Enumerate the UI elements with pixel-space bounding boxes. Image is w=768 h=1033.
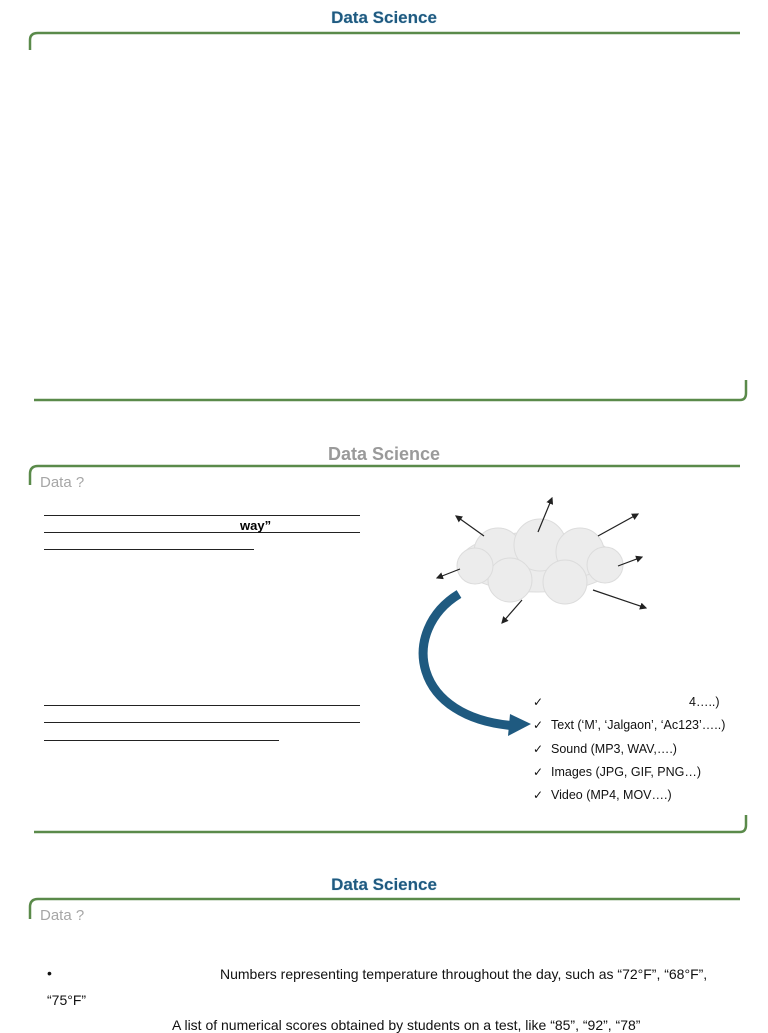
- check-icon: ✓: [533, 764, 544, 779]
- check-icon: ✓: [533, 788, 544, 803]
- bullet: •: [47, 965, 52, 981]
- text-line: [44, 549, 254, 550]
- arrow: [456, 516, 484, 536]
- curved-arrow-head: [508, 714, 531, 736]
- slide2-title: Data Science: [327, 444, 441, 464]
- arrow: [598, 514, 638, 536]
- check-icon: ✓: [533, 718, 544, 733]
- arrow: [593, 590, 646, 608]
- list-item: ✓ Video (MP4, MOV….): [551, 784, 725, 807]
- body-line: “75°F”: [47, 992, 87, 1008]
- body-line: Numbers representing temperature throughout the day, such as “72°F”, “68°F”,: [220, 966, 708, 982]
- body-line: A list of numerical scores obtained by students on a test, like “85”, “92”, “78”: [172, 1017, 641, 1033]
- list-item: ✓ 4…..): [551, 691, 725, 714]
- text-line: [44, 722, 360, 723]
- text-line: [44, 515, 360, 516]
- check-icon: ✓: [533, 695, 544, 709]
- text-line: [44, 532, 360, 533]
- slide1-title: Data Science: [331, 8, 437, 27]
- text-line: [44, 740, 279, 741]
- list-item: ✓ Sound (MP3, WAV,….): [551, 738, 725, 761]
- arrow: [502, 600, 522, 623]
- slide2-subheading: Data ?: [40, 474, 85, 491]
- data-types-list: [533, 691, 726, 807]
- check-icon: ✓: [533, 741, 544, 756]
- text-line: [44, 705, 360, 706]
- slide3-frame: [0, 893, 768, 933]
- emphasis-word: way”: [240, 518, 272, 533]
- list-item: ✓ Images (JPG, GIF, PNG…): [551, 761, 725, 784]
- slide3-subheading: Data ?: [40, 907, 85, 924]
- arrow: [437, 569, 460, 578]
- slide3-title: Data Science: [331, 875, 437, 894]
- slide1-frame: [0, 28, 768, 406]
- curved-arrow: [423, 594, 518, 726]
- list-item: ✓ Text (‘M’, ‘Jalgaon’, ‘Ac123’…..): [551, 714, 725, 737]
